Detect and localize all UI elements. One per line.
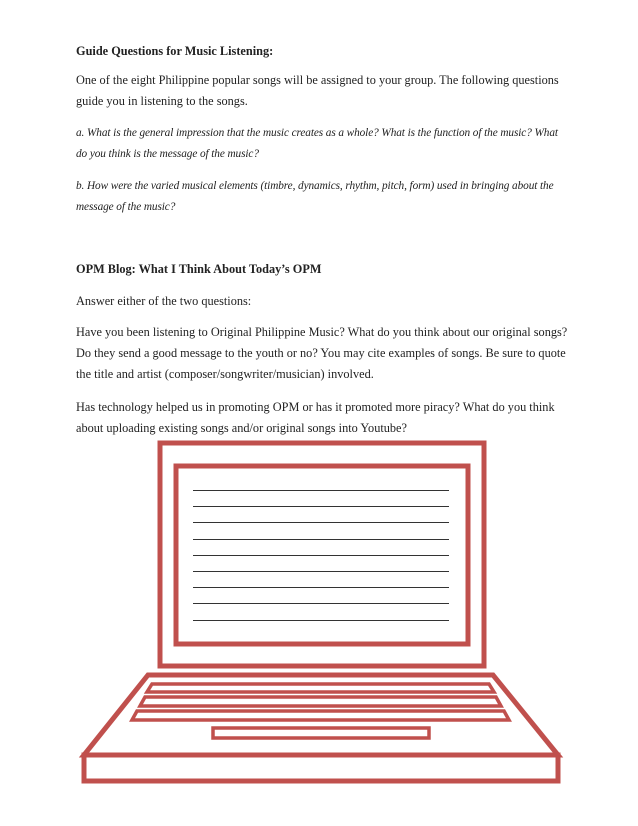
guide-question-a: a. What is the general impression that the music creates as a whole? What is the function of the music? What do you think is the message of the music? xyxy=(76,127,558,160)
blog-instruction: Answer either of the two questions: xyxy=(76,294,252,308)
blog-heading: OPM Blog: What I Think About Today’s OPM xyxy=(76,262,322,276)
laptop-outline xyxy=(84,443,558,781)
guide-intro: One of the eight Philippine popular songs will be assigned to your group. The following questions guide you in listening to the songs. xyxy=(76,73,559,108)
blog-question-1: Have you been listening to Original Philippine Music? What do you think about our original songs? Do they send a good message to the youth or no? You may cite examples of songs. Be sure to quote the title and artist (composer/songwriter/musician) involved. xyxy=(76,325,568,381)
blog-question-2: Has technology helped us in promoting OPM or has it promoted more piracy? What do you think about uploading existing songs and/or original songs into Youtube? xyxy=(76,400,555,435)
answer-line xyxy=(193,490,449,491)
answer-line xyxy=(193,587,449,588)
keyboard-row-1 xyxy=(147,684,494,692)
guide-heading: Guide Questions for Music Listening: xyxy=(76,44,274,58)
laptop-keyboard-deck xyxy=(84,675,558,755)
answer-line xyxy=(193,506,449,507)
answer-line xyxy=(193,539,449,540)
keyboard-row-2 xyxy=(140,697,501,706)
laptop-touchpad xyxy=(213,728,429,738)
guide-question-b: b. How were the varied musical elements (timbre, dynamics, rhythm, pitch, form) used in bringing about the message of the music? xyxy=(76,180,554,213)
answer-line xyxy=(193,555,449,556)
keyboard-row-3 xyxy=(132,711,509,720)
answer-line xyxy=(193,571,449,572)
answer-line xyxy=(193,620,449,621)
answer-line xyxy=(193,603,449,604)
answer-line xyxy=(193,522,449,523)
laptop-base xyxy=(84,755,558,781)
